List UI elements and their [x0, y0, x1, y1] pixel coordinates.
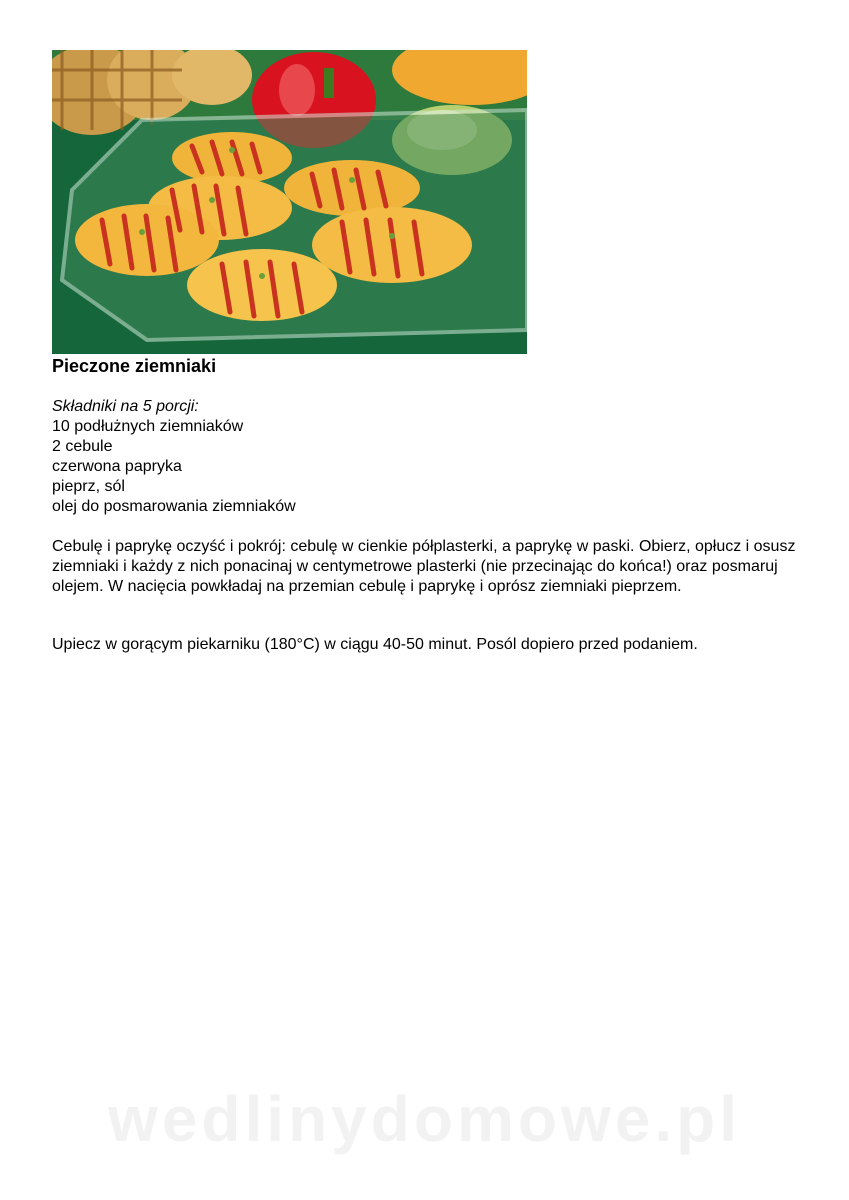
ingredient-item: olej do posmarowania ziemniaków	[52, 498, 296, 515]
watermark: wedlinydomowe.pl	[108, 1083, 741, 1155]
ingredient-item: czerwona papryka	[52, 458, 182, 475]
ingredients-section	[52, 397, 296, 517]
ingredient-item: pieprz, sól	[52, 478, 125, 495]
ingredient-item: 10 podłużnych ziemniaków	[52, 418, 244, 435]
baking-step: Upiecz w gorącym piekarniku (180°C) w ciągu 40-50 minut. Posól dopiero przed podaniem.	[52, 636, 698, 653]
ingredients-list	[52, 417, 296, 517]
ingredients-heading: Składniki na 5 porcji:	[52, 398, 199, 415]
recipe-title: Pieczone ziemniaki	[52, 356, 217, 376]
preparation-step: Cebulę i paprykę oczyść i pokrój: cebulę w cienkie półplasterki, a paprykę w paski. Obierz, opłucz i osusz ziemniaki i każdy z nich ponacinaj w centymetrowe plasterki (nie przecinając do końca!) oraz posmaruj olejem. W nacięcia powkładaj na przemian cebulę i paprykę i oprósz ziemniaki pieprzem.	[52, 538, 796, 595]
recipe-photo	[52, 50, 527, 354]
ingredient-item: 2 cebule	[52, 438, 113, 455]
